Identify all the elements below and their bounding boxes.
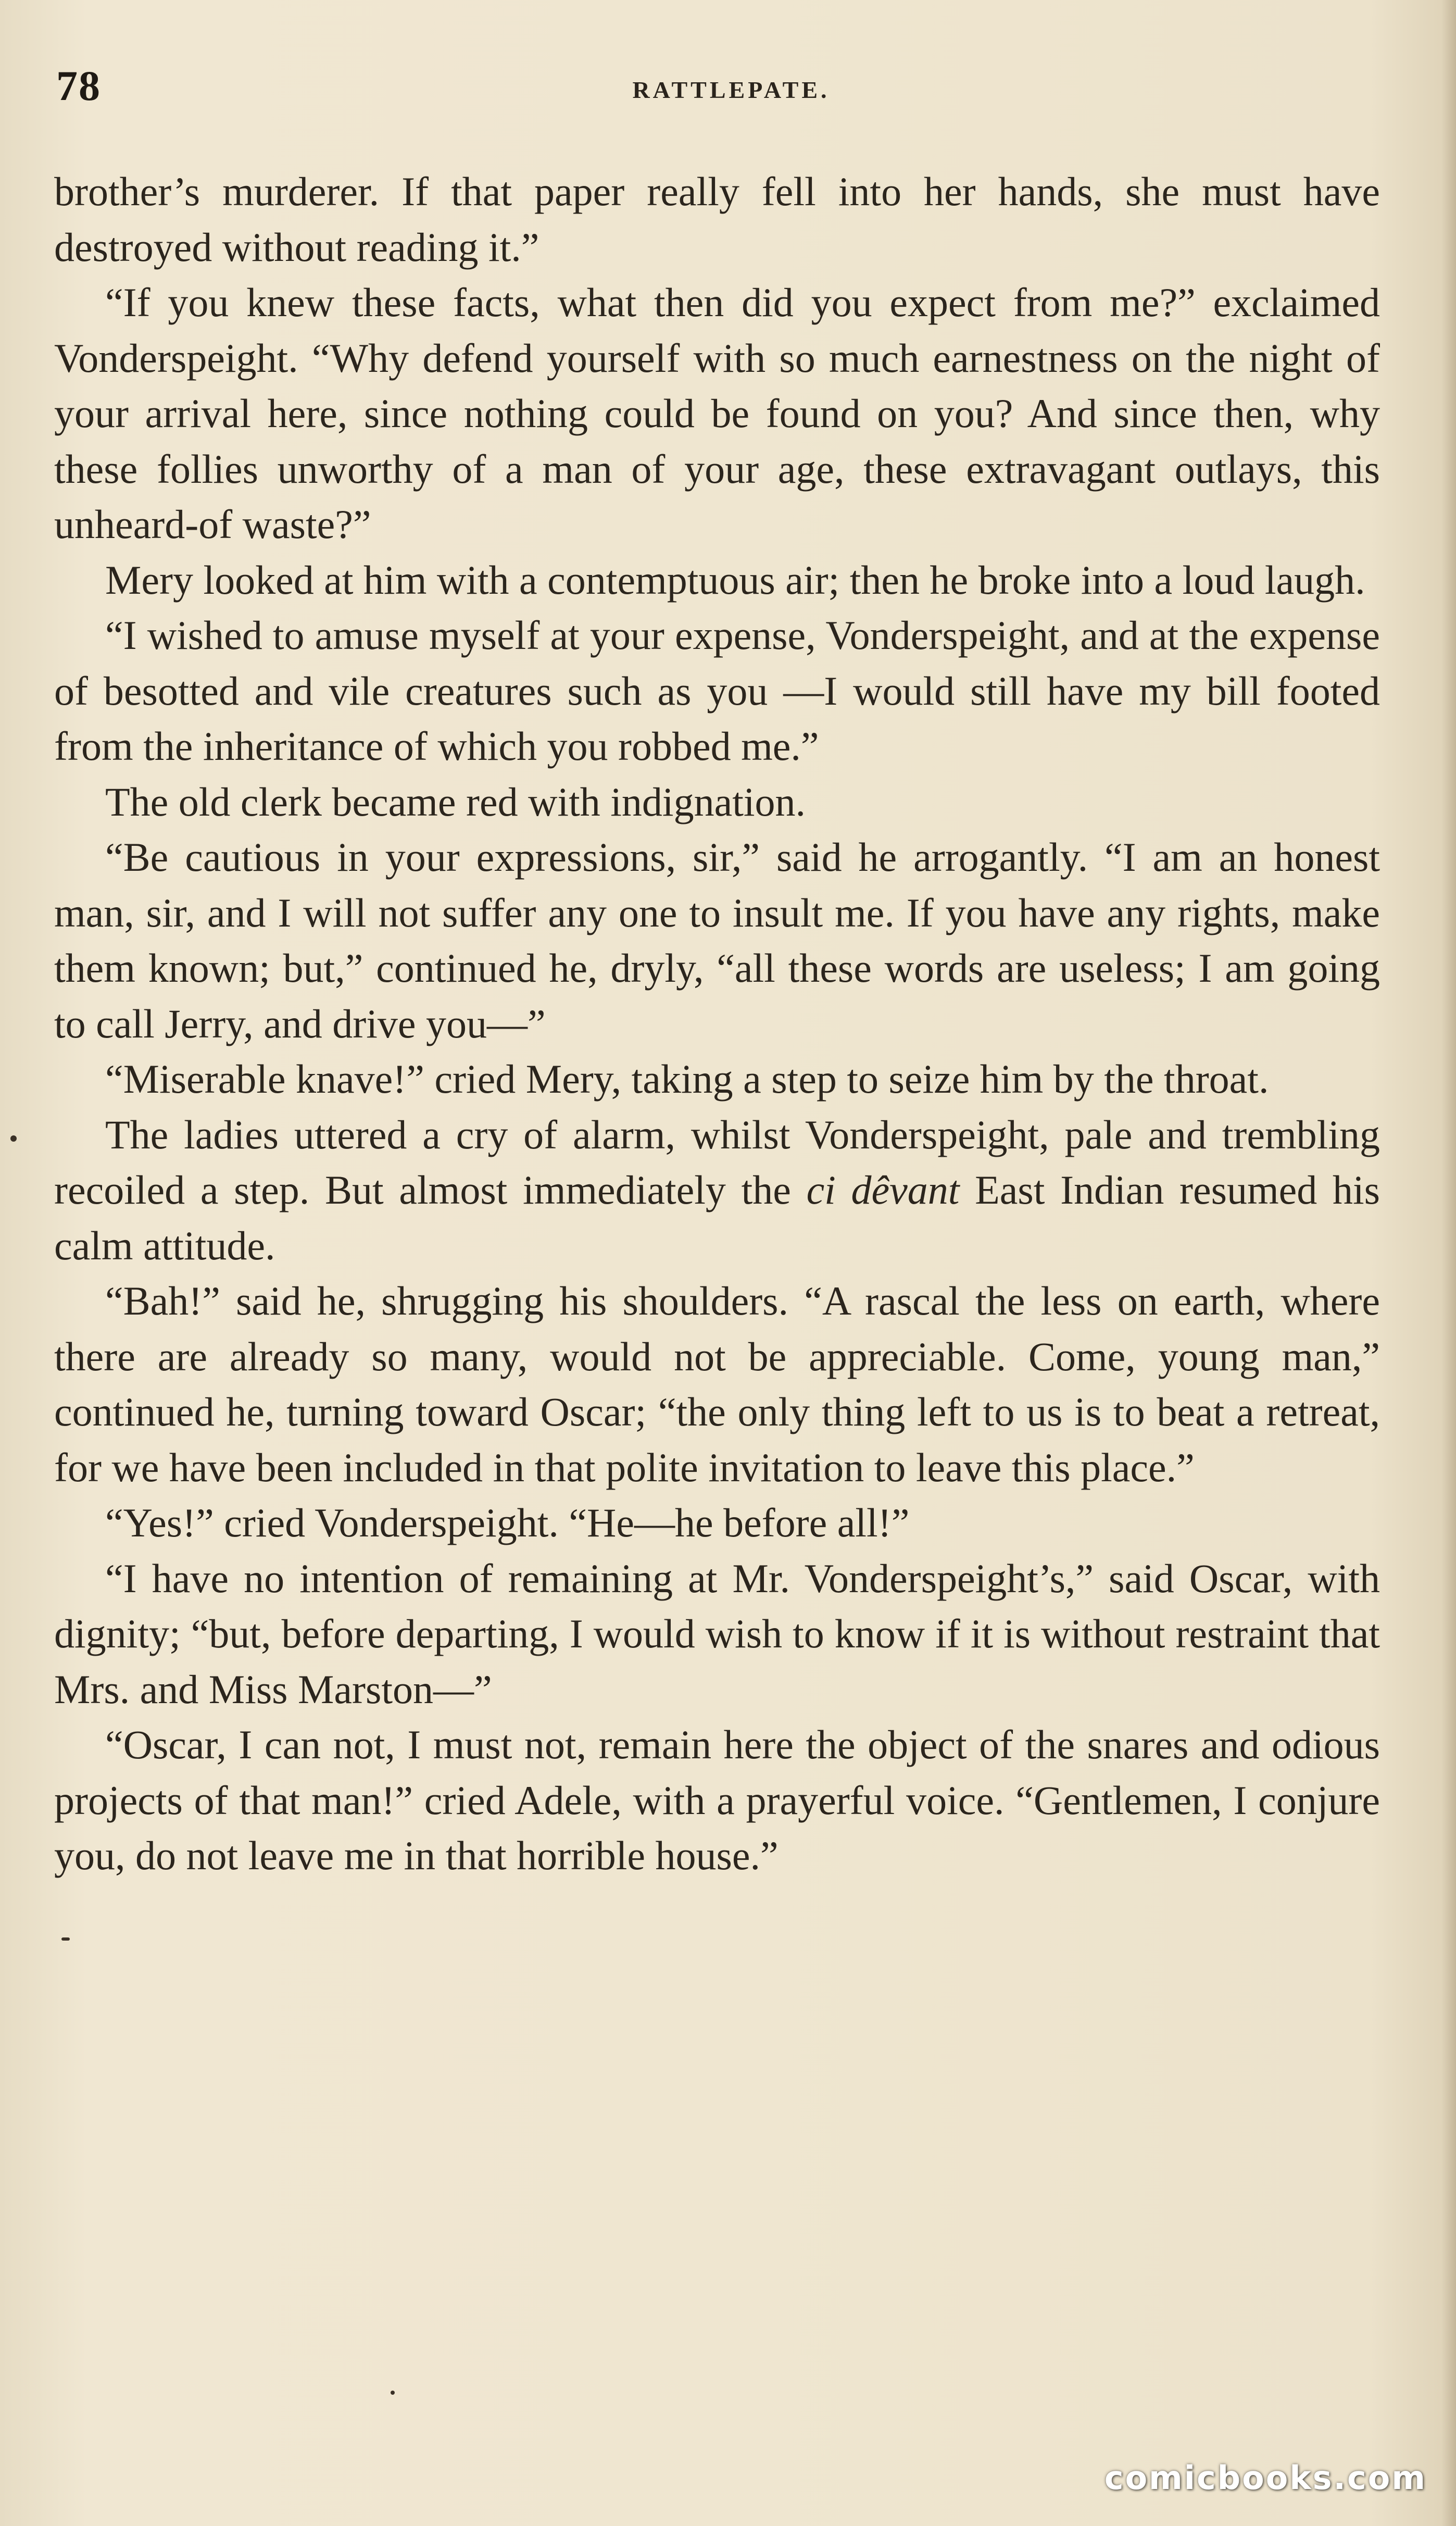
paragraph-11 <box>54 1551 1380 1718</box>
body-text <box>54 164 1380 1884</box>
paragraph-7 <box>54 1052 1380 1107</box>
paragraph-5 <box>54 774 1380 830</box>
paragraph-10 <box>54 1495 1380 1551</box>
paragraph-1 <box>54 164 1380 275</box>
paragraph-text: “Yes!” cried Vonderspeight. “He—he before all!” <box>105 1500 910 1545</box>
paragraph-text: “Miserable knave!” cried Mery, taking a step to seize him by the throat. <box>105 1056 1269 1102</box>
paragraph-text: “I wished to amuse myself at your expense, Vonderspeight, and at the expense of besotted and vile creatures such as you —I would still have my bill footed from the inheritance of which you robbed me.” <box>54 612 1380 769</box>
page-number: 78 <box>56 62 101 109</box>
paragraph-text: “Oscar, I can not, I must not, remain here the object of the snares and odious projects of that man!” cried Adele, with a prayerful voice. “Gentlemen, I conjure you, do not leave me in that horrible house.” <box>54 1722 1380 1878</box>
watermark: comicbooks.com <box>1104 2459 1427 2497</box>
paragraph-2 <box>54 275 1380 553</box>
paragraph-text: “Be cautious in your expressions, sir,” said he arrogantly. “I am an honest man, sir, and I will not suffer any one to insult me. If you have any rights, make them known; but,” continued he, dryly, “all these words are useless; I am going to call Jerry, and drive you—” <box>54 834 1380 1046</box>
paragraph-text: “If you knew these facts, what then did you expect from me?” exclaimed Vonderspeight. “Why defend yourself with so much earnestness on the night of your arrival here, since nothing could be found on you? And since then, why these follies unworthy of a man of your age, these extravagant outlays, this unheard-of waste?” <box>54 280 1380 547</box>
paragraph-text: The ladies uttered a cry of alarm, whilst Vonderspeight, pale and trembling recoiled a step. But almost immediately the <box>54 1111 1380 1212</box>
paragraph-12 <box>54 1717 1380 1884</box>
running-title: RATTLEPATE. <box>632 77 830 103</box>
ink-speck <box>391 2391 395 2395</box>
paragraph-text: Mery looked at him with a contemptuous air; then he broke into a loud laugh. <box>105 557 1365 603</box>
paragraph-text: The old clerk became red with indignation. <box>105 779 806 824</box>
paragraph-9 <box>54 1273 1380 1495</box>
paragraph-text: brother’s murderer. If that paper really fell into her hands, she must have destroyed without reading it.” <box>54 169 1380 270</box>
paragraph-8 <box>54 1107 1380 1274</box>
paragraph-text: “Bah!” said he, shrugging his shoulders. “A rascal the less on earth, where there are already so many, would not be appreciable. Come, young man,” continued he, turning toward Oscar; “the only thing left to us is to beat a retreat, for we have been included in that polite invitation to leave this place.” <box>54 1278 1380 1490</box>
paragraph-4 <box>54 608 1380 774</box>
paragraph-text: “I have no intention of remaining at Mr. Vonderspeight’s,” said Oscar, with dignity; “but, before departing, I would wish to know if it is without restraint that Mrs. and Miss Marston—” <box>54 1555 1380 1712</box>
page-edge-shadow <box>1441 0 1456 2526</box>
paragraph-6 <box>54 830 1380 1052</box>
paragraph-text: East Indian resumed his calm attitude. <box>54 1167 1380 1268</box>
italic-phrase: ci dêvant <box>806 1167 960 1212</box>
paragraph-3 <box>54 553 1380 608</box>
running-head <box>56 61 1406 119</box>
ink-speck <box>61 1937 70 1941</box>
ink-speck <box>10 1135 17 1142</box>
